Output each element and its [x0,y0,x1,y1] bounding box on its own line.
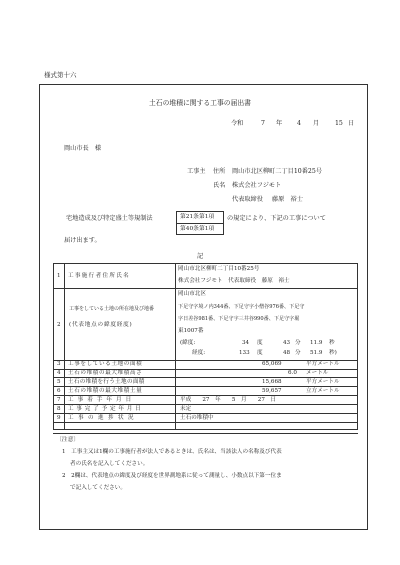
row-9-label: 工事の進捗状況 [68,415,138,421]
row-9-value: 土石の堆積中 [180,415,214,421]
latitude-label: (緯度: [180,340,196,346]
row-5-number: 5 [57,379,61,385]
latitude-min-unit: 分 [295,340,301,346]
row-8-label: 工事完了予定年月日 [68,406,144,412]
latitude-seconds: 11.9 [310,340,323,346]
latitude-minutes: 43 [283,340,291,346]
law-article-1: 第21条第1項 [180,214,215,220]
row-6-number: 6 [57,388,61,394]
note-2-line-1: 2 2欄は、代表地点の緯度及び経度を世界測地系に従って測量し、小数点以下第一位ま [62,473,282,479]
latitude-sec-unit: 秒 [329,340,335,346]
law-statement-2: 届け出ます。 [64,237,101,244]
row-7-value: 平成 27 年 5 月 27 日 [180,397,277,403]
row-3-label: 工事をしている土地の面積 [68,361,143,367]
ki-heading: 記 [197,253,204,260]
longitude-minutes: 48 [283,350,291,356]
row-2-line-4: 東1007番 [178,328,204,334]
row-3-number: 3 [57,361,61,367]
row-6-unit: 立方メートル [306,388,340,394]
longitude-sec-unit: 秒) [329,350,337,356]
date-year-unit: 年 [276,120,283,127]
law-article-box [176,211,224,235]
date-year: 7 [261,120,265,127]
row-2-line-2: 下足守字境ノ内344番、下足守字小僧谷976番、下足守 [178,304,305,310]
applicant-label: 工事主 [187,168,206,175]
row-6-label: 土石の堆積の最大堆積土量 [68,388,143,394]
row-5-value: 15,668 [262,379,282,385]
date-day-unit: 日 [348,120,355,127]
name-label: 氏名 [213,182,226,189]
details-table [53,263,358,430]
row-4-unit: メートル [306,370,329,376]
row-2-number: 2 [57,322,61,328]
document-title: 土石の堆積に関する工事の届出書 [149,99,251,107]
latitude-deg-unit: 度 [257,340,263,346]
longitude-min-unit: 分 [295,350,301,356]
applicant-name: 株式会社フジモト [232,182,282,189]
row-3-unit: 平方メートル [306,361,340,367]
date-era: 令和 [231,120,244,127]
addressee: 岡山市長 様 [64,145,102,152]
law-statement-1: の規定により、下記の工事について [227,215,326,222]
notes-heading: 〔注意〕 [56,437,80,443]
address-label: 住所 [213,168,226,175]
row-5-label: 土石の堆積を行う土地の面積 [68,379,145,385]
applicant-address: 岡山市北区柳町二丁目10番25号 [232,168,322,175]
row-2-line-1: 岡山市北区 [178,291,206,297]
note-1-line-1: 1 工事主又は1欄の工事施行者が法人であるときは、氏名は、当該法人の名称及び代表 [62,449,282,455]
row-5-unit: 平方メートル [306,379,340,385]
row-2-label-2: (代表地点の緯度経度) [69,322,133,328]
longitude-label: 経度: [192,350,206,356]
date-month: 4 [297,120,301,127]
row-6-value: 59,657 [262,388,282,394]
row-8-number: 8 [57,406,61,412]
latitude-degrees: 34 [242,340,250,346]
row-3-value: 65,069 [262,361,282,367]
notes-separator [53,433,358,434]
note-2-line-2: で記入してください。 [70,485,126,491]
row-2-label-1: 工事をしている土地の所在地及び地番 [69,306,155,312]
form-number: 様式第十六 [44,71,77,79]
row-8-value: 未定 [180,406,192,412]
date-day: 15 [335,120,343,127]
longitude-degrees: 133 [239,350,250,356]
law-article-2: 第40条第1項 [180,226,215,232]
date-month-unit: 月 [313,120,320,127]
row-2-line-3: 字日差谷981番、下足守字三井谷990番、下足守字堀 [178,316,300,322]
row-7-label: 工事着手年月日 [68,397,136,403]
longitude-deg-unit: 度 [257,350,263,356]
row-9-number: 9 [57,415,61,421]
longitude-seconds: 51.9 [310,350,323,356]
row-4-label: 土石の堆積の最大堆積高さ [68,370,143,376]
row-1-line-1: 岡山市北区柳町二丁目10番25号 [178,266,260,272]
note-1-line-2: 者の氏名を記入してください。 [70,461,149,467]
row-1-number: 1 [57,273,61,279]
law-name: 宅地造成及び特定盛土等規制法 [66,215,153,222]
representative-name: 藤原 裕士 [272,196,303,203]
row-7-number: 7 [57,397,61,403]
representative-title: 代表取締役 [232,196,263,203]
row-1-line-2: 株式会社フジモト 代表取締役 藤原 裕士 [178,278,290,284]
row-4-number: 4 [57,370,61,376]
row-1-label: 工事施行者住所氏名 [68,273,131,279]
row-4-value: 6.0 [288,370,297,376]
